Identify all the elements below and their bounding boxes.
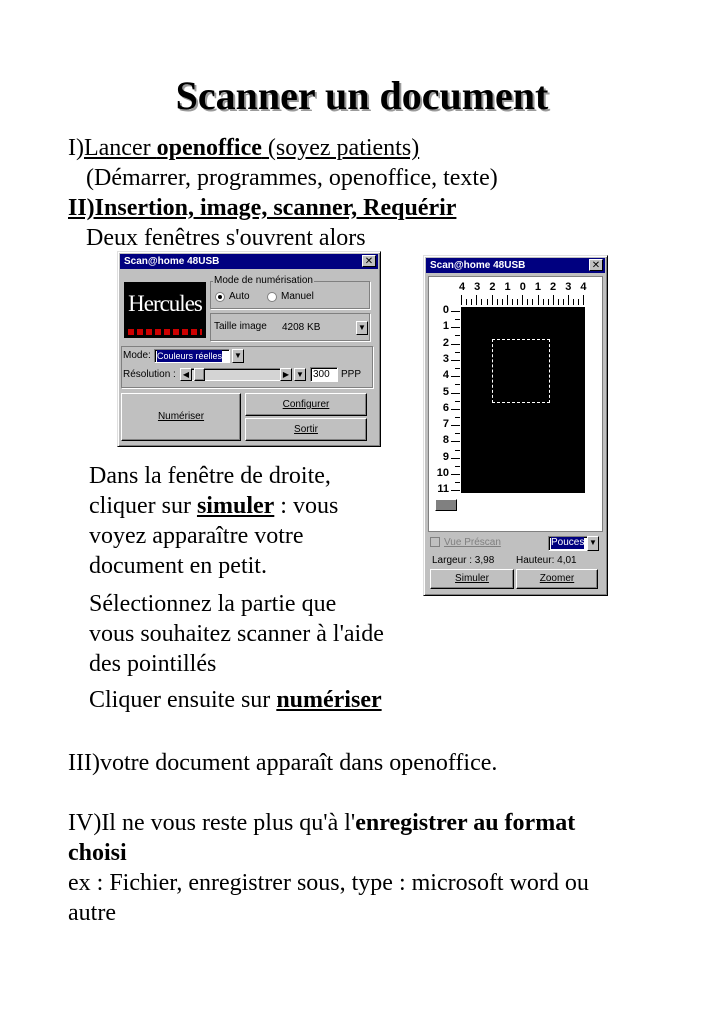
ruler-left-minor-tick [455,384,460,385]
instruction-1-line-2 [89,492,338,520]
step-1-detail: (Démarrer, programmes, openoffice, texte) [86,165,498,191]
close-icon[interactable]: ✕ [589,259,603,271]
units-select[interactable] [548,536,588,551]
image-size-value: 4208 KB [282,322,321,333]
step-4-bold-1: enregistrer au format [355,810,576,836]
ruler-left-minor-tick [455,335,460,336]
arrow-left-icon[interactable]: ◀ [180,368,192,381]
instruction-1-line-1: Dans la fenêtre de droite, [89,463,331,489]
scan-mode-group-label: Mode de numérisation [214,275,313,286]
exit-button[interactable]: Sortir [245,418,367,441]
ruler-left-label: 1 [442,320,449,333]
width-readout: Largeur : 3,98 [432,555,495,566]
instruction-1-line-4: document en petit. [89,553,267,579]
ruler-top-tick [548,299,549,305]
ruler-left-label: 0 [442,304,449,316]
step-4-example-1: ex : Fichier, enregistrer sous, type : microsoft word ou [68,870,589,896]
instruction-3-pre: Cliquer ensuite sur [89,687,277,713]
ruler-left-minor-tick [455,466,460,467]
ruler-top-tick [476,295,477,305]
selection-marquee[interactable] [492,339,550,403]
page-title: Scanner un document [175,73,549,118]
ruler-top-tick [502,299,503,305]
instruction-1-line-3: voyez apparaître votre [89,523,304,549]
ruler-left-tick [451,458,460,459]
mode-label: Mode: [123,350,151,361]
resolution-label: Résolution : [123,369,176,380]
instruction-1-post: : vous [274,493,339,519]
ruler-top-tick [527,299,528,305]
zoom-button[interactable]: Zoomer [516,569,598,589]
hercules-logo [124,282,206,338]
ruler-left-label: 9 [442,450,449,463]
step-2-heading: II)Insertion, image, scanner, Requérir [68,195,457,221]
resolution-unit: PPP [341,369,362,380]
ruler-left-label: 7 [442,418,449,431]
simulate-keyword: simuler [196,493,275,519]
ruler-top-tick [507,295,508,305]
step-1-line [68,134,419,162]
configure-button[interactable]: Configurer [245,393,367,416]
simulate-button[interactable]: Simuler [430,569,514,589]
ruler-top-tick [517,299,518,305]
ruler-left-label: 2 [442,336,449,349]
scan-window-main-title: Scan@home 48USB [124,256,220,267]
ruler-left-tick [451,409,460,410]
height-readout: Hauteur: 4,01 [516,555,577,566]
resolution-slider-thumb[interactable] [194,368,205,381]
ruler-left-tick [451,376,460,377]
ruler-left-minor-tick [455,368,460,369]
units-select-value: Pouces [551,537,585,548]
preview-checkbox-label: Vue Préscan [444,537,501,548]
close-icon[interactable]: ✕ [362,255,376,267]
ruler-left-tick [451,393,460,394]
scan-window-preview-title: Scan@home 48USB [430,260,526,271]
ruler-left-tick [451,474,460,475]
ruler-top-tick [583,295,584,305]
chevron-down-icon[interactable]: ▼ [232,349,244,363]
ruler-top-tick [497,299,498,305]
ruler-top-tick [481,299,482,305]
ruler-toggle-icon[interactable] [435,499,457,511]
radio-manual-label: Manuel [281,291,314,302]
ruler-top-tick [568,295,569,305]
mode-select[interactable] [154,349,230,363]
instruction-3-line [89,686,382,714]
ruler-left-tick [451,490,460,491]
ruler-left-minor-tick [455,417,460,418]
ruler-left-minor-tick [455,433,460,434]
ruler-top-tick [538,295,539,305]
step-4-pre: IV)Il ne vous reste plus qu'à l' [68,810,356,836]
chevron-down-icon[interactable]: ▼ [356,321,368,335]
step-4-line-1 [68,809,575,837]
scan-window-main-titlebar [120,254,378,269]
ruler-left-minor-tick [455,319,460,320]
ruler-top-tick [466,299,467,305]
radio-manual[interactable] [267,292,277,302]
ruler-left-label: 8 [442,434,449,447]
ruler-left-label: 10 [436,467,449,479]
step-1-launch-text [84,135,419,161]
ruler-top-tick [578,299,579,305]
ruler-left-label: 6 [442,401,449,414]
ruler-left-label: 4 [442,369,449,382]
instruction-2-line-3: des pointillés [89,651,217,677]
chevron-down-icon[interactable]: ▼ [294,368,306,381]
scan-window-preview [423,255,608,596]
chevron-down-icon[interactable]: ▼ [587,536,599,551]
step-2-detail: Deux fenêtres s'ouvrent alors [86,225,366,251]
step-1-prefix: I) [68,135,84,161]
ruler-top-tick [543,299,544,305]
image-size-label: Taille image [214,321,267,332]
step-1-patience-note: (soyez patients) [261,135,420,161]
step-3-line: III)votre document apparaît dans openoffice. [68,750,498,776]
scan-window-main [117,251,381,447]
ruler-top-tick [558,299,559,305]
ruler-left-minor-tick [455,482,460,483]
step-4-example-2: autre [68,900,116,926]
ruler-left-minor-tick [455,352,460,353]
ruler-left-tick [451,344,460,345]
radio-auto-label: Auto [229,291,250,302]
logo-flames-icon [128,329,202,335]
instruction-2-line-1: Sélectionnez la partie que [89,591,337,617]
instruction-2-line-2: vous souhaitez scanner à l'aide [89,621,384,647]
radio-auto[interactable] [215,292,225,302]
ruler-left-tick [451,327,460,328]
ruler-top-tick [573,299,574,305]
scan-window-preview-titlebar [426,258,605,273]
ruler-left-tick [451,311,460,312]
mode-select-value: Couleurs réelles [157,351,223,361]
hercules-logo-text: Hercules [128,291,202,316]
step-1-launch-label: Lancer [83,135,157,161]
preview-checkbox[interactable] [430,537,440,547]
ruler-top-tick [487,299,488,305]
instruction-1-pre: cliquer sur [89,493,197,519]
ruler-top-tick [512,299,513,305]
ruler-left-label: 11 [437,483,449,496]
ruler-top-tick [532,299,533,305]
ruler-left-minor-tick [455,401,460,402]
ruler-left-tick [451,425,460,426]
preview-panel [428,276,603,532]
scan-preview-area[interactable] [461,307,585,493]
scan-button[interactable]: Numériser [121,393,241,441]
ruler-left-label: 5 [442,385,449,398]
ruler-top-tick [553,295,554,305]
scan-keyword: numériser [276,687,382,713]
ruler-left-label: 3 [442,352,449,365]
ruler-top-tick [492,295,493,305]
step-4-line-2: choisi [68,840,127,866]
ruler-left-tick [451,360,460,361]
ruler-top-tick [563,299,564,305]
ruler-left-tick [451,441,460,442]
resolution-input[interactable]: 300 [310,367,338,382]
arrow-right-icon[interactable]: ▶ [280,368,292,381]
ruler-top-tick [461,295,462,305]
ruler-top-tick [471,299,472,305]
ruler-top-tick [522,295,523,305]
ruler-left-minor-tick [455,450,460,451]
step-1-app-name: openoffice [156,135,262,161]
ruler-top: 4 3 2 1 0 1 2 3 4 [459,281,590,293]
